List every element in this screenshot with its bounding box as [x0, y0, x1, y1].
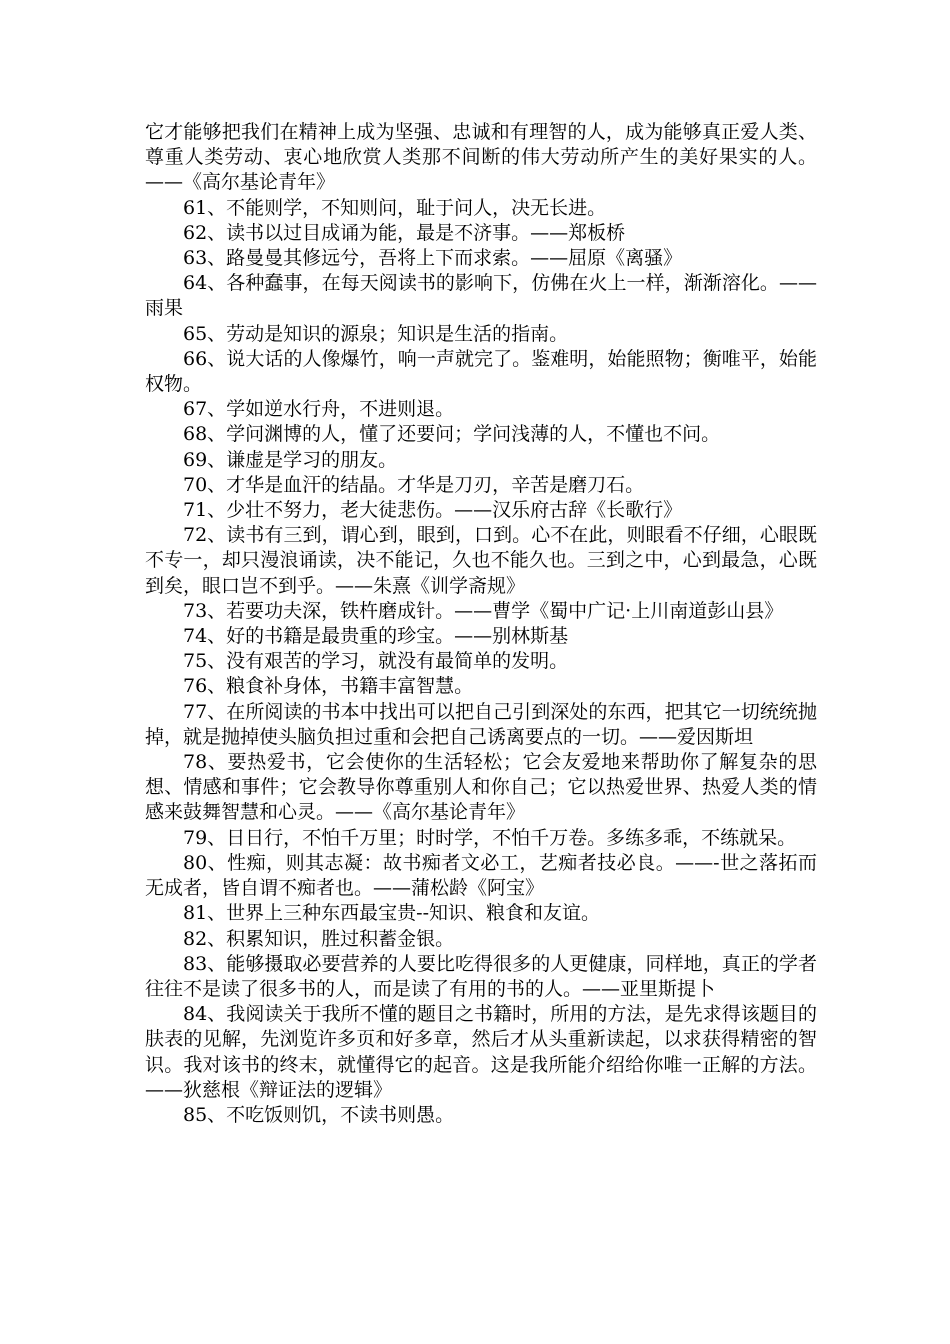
quote-74: 74、好的书籍是最贵重的珍宝。——别林斯基 [183, 625, 569, 648]
quote-79: 79、日日行，不怕千万里；时时学，不怕千万卷。多练多乖，不练就呆。 [183, 826, 797, 849]
quote-65: 65、劳动是知识的源泉；知识是生活的指南。 [183, 322, 569, 345]
quote-66: 66、说大话的人像爆竹，响一声就完了。鉴难明，始能照物；衡唯平，始能权物。 [145, 347, 817, 396]
quote-61: 61、不能则学，不知则问，耻于问人，决无长进。 [183, 196, 607, 219]
quote-77: 77、在所阅读的书本中找出可以把自己引到深处的东西，把其它一切统统抛掉，就是抛掉使头脑负担过重和会把自己诱离要点的一切。——爱因斯坦 [145, 700, 817, 748]
quote-85: 85、不吃饭则饥，不读书则愚。 [183, 1103, 455, 1126]
quote-69: 69、谦虚是学习的朋友。 [183, 448, 398, 471]
quote-64: 64、各种蠢事，在每天阅读书的影响下，仿佛在火上一样，渐渐溶化。——雨果 [145, 272, 817, 320]
quote-82: 82、积累知识，胜过积蓄金银。 [183, 927, 455, 950]
quote-84: 84、我阅读关于我所不懂的题目之书籍时，所用的方法，是先求得该题目的肤表的见解，先浏览许多页和好多章，然后才从头重新读起，以求获得精密的智识。我对该书的终末，就懂得它的起音。这是我所能介绍给你唯一正解的方法。——狄慈根《辩证法的逻辑》 [145, 1003, 817, 1101]
quote-81: 81、世界上三种东西最宝贵--知识、粮食和友谊。 [183, 902, 601, 925]
quote-67: 67、学如逆水行舟，不进则退。 [183, 398, 455, 421]
quote-72: 72、读书有三到，谓心到，眼到，口到。心不在此，则眼看不仔细，心眼既不专一，却只漫浪诵读，决不能记，久也不能久也。三到之中，心到最急，心既到矣，眼口岂不到乎。——朱熹《训学斋规》 [145, 524, 817, 597]
quote-62: 62、读书以过目成诵为能，最是不济事。——郑板桥 [183, 221, 626, 244]
quote-76: 76、粮食补身体，书籍丰富智慧。 [183, 675, 474, 698]
quote-68: 68、学问渊博的人，懂了还要问；学问浅薄的人，不懂也不问。 [183, 423, 721, 446]
quote-75: 75、没有艰苦的学习，就没有最简单的发明。 [183, 650, 569, 673]
quote-70: 70、才华是血汗的结晶。才华是刀刃，辛苦是磨刀石。 [183, 473, 645, 496]
quote-71: 71、少壮不努力，老大徒悲伤。——汉乐府古辞《长歌行》 [183, 499, 683, 522]
quote-78: 78、要热爱书，它会使你的生活轻松；它会友爱地来帮助你了解复杂的思想、情感和事件；它会教导你尊重别人和你自己；它以热爱世界、热爱人类的情感来鼓舞智慧和心灵。——《高尔基论青年》 [145, 751, 817, 824]
quote-80: 80、性痴，则其志凝：故书痴者文必工，艺痴者技必良。——-世之落拓而无成者，皆自谓不痴者也。——蒲松龄《阿宝》 [145, 851, 817, 900]
quote-83: 83、能够摄取必要营养的人要比吃得很多的人更健康，同样地，真正的学者往往不是读了很多书的人，而是读了有用的书的人。——亚里斯提卜 [145, 952, 817, 1000]
quote-63: 63、路曼曼其修远兮，吾将上下而求索。——屈原《离骚》 [183, 247, 683, 270]
quote-73: 73、若要功夫深，铁杵磨成针。——曹学《蜀中广记·上川南道彭山县》 [183, 599, 784, 622]
paragraph-continuation: 它才能够把我们在精神上成为坚强、忠诚和有理智的人，成为能够真正爱人类、尊重人类劳动、衷心地欣赏人类那不间断的伟大劳动所产生的美好果实的人。——《高尔基论青年》 [145, 121, 817, 194]
document-body [145, 120, 817, 1128]
